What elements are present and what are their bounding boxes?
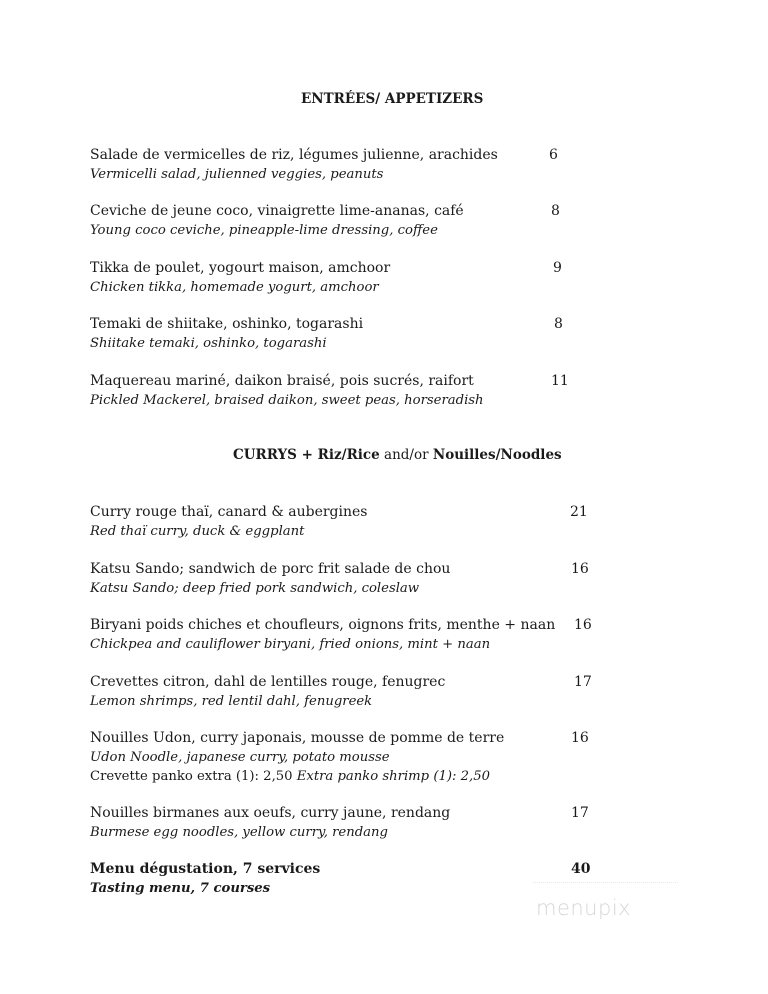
item-name-en: Shiitake temaki, oshinko, togarashi — [90, 336, 327, 351]
menu-item-burmese-noodles — [90, 804, 450, 842]
item-name-fr: Ceviche de jeune coco, vinaigrette lime-ananas, café — [90, 203, 464, 219]
menu-item-lemon-shrimps — [90, 673, 445, 711]
item-name-fr: Salade de vermicelles de riz, légumes julienne, arachides — [90, 147, 498, 163]
item-price: 40 — [571, 861, 591, 877]
menu-item-katsu-sando — [90, 560, 450, 598]
item-price: 8 — [554, 316, 563, 332]
item-name-fr: Menu dégustation, 7 services — [90, 861, 321, 877]
item-price: 16 — [571, 561, 589, 577]
item-name-fr: Crevettes citron, dahl de lentilles rouge, fenugrec — [90, 674, 446, 690]
section-title-currys — [233, 447, 562, 463]
menu-item-tasting-menu — [90, 860, 320, 898]
item-price: 8 — [551, 203, 560, 219]
item-name-fr: Tikka de poulet, yogourt maison, amchoor — [90, 260, 391, 276]
item-name-en: Chickpea and cauliflower biryani, fried onions, mint + naan — [90, 637, 491, 652]
item-name-en: Red thaï curry, duck & eggplant — [90, 524, 305, 539]
item-name-en: Tasting menu, 7 courses — [90, 881, 271, 896]
menu-item-red-thai-curry — [90, 503, 367, 541]
item-price: 21 — [570, 504, 588, 520]
item-name-en: Burmese egg noodles, yellow curry, rendang — [90, 825, 388, 840]
item-name-fr: Katsu Sando; sandwich de porc frit salade de chou — [90, 561, 451, 577]
item-name-en: Vermicelli salad, julienned veggies, peanuts — [90, 167, 384, 182]
extra-fr: Crevette panko extra (1): 2,50 — [90, 769, 297, 784]
item-name-fr: Maquereau mariné, daikon braisé, pois sucrés, raifort — [90, 373, 474, 389]
section-title-part-currys: CURRYS + Riz/Rice — [233, 447, 380, 463]
item-name-en: Chicken tikka, homemade yogurt, amchoor — [90, 280, 379, 295]
menu-item-pickled-mackerel — [90, 372, 484, 410]
item-price: 17 — [574, 674, 592, 690]
menu-item-coco-ceviche — [90, 202, 464, 240]
menu-item-shiitake-temaki — [90, 315, 363, 353]
item-name-en: Young coco ceviche, pineapple-lime dressing, coffee — [90, 223, 438, 238]
item-name-fr: Nouilles Udon, curry japonais, mousse de pomme de terre — [90, 730, 505, 746]
item-price: 11 — [551, 373, 569, 389]
section-title-part-noodles: Nouilles/Noodles — [432, 447, 562, 463]
item-price: 17 — [571, 805, 589, 821]
item-extra-option — [90, 767, 504, 786]
section-title-appetizers: ENTRÉES/ APPETIZERS — [301, 91, 484, 107]
section-title-part-andor: and/or — [379, 447, 433, 463]
item-name-en: Udon Noodle, japanese curry, potato mousse — [90, 750, 390, 765]
menu-item-vermicelli-salad — [90, 146, 498, 184]
watermark-logo: menupix — [536, 896, 632, 920]
menu-item-udon-noodles — [90, 729, 504, 786]
extra-en: Extra panko shrimp (1): 2,50 — [296, 769, 490, 784]
item-name-en: Katsu Sando; deep fried pork sandwich, coleslaw — [90, 581, 420, 596]
menu-item-chicken-tikka — [90, 259, 390, 297]
watermark-decoration — [533, 882, 678, 889]
menu-item-biryani — [90, 616, 555, 654]
item-name-fr: Curry rouge thaï, canard & aubergines — [90, 504, 368, 520]
item-price: 6 — [549, 147, 558, 163]
item-price: 9 — [553, 260, 562, 276]
item-name-fr: Nouilles birmanes aux oeufs, curry jaune, rendang — [90, 805, 451, 821]
item-price: 16 — [571, 730, 589, 746]
item-name-en: Lemon shrimps, red lentil dahl, fenugreek — [90, 694, 373, 709]
item-name-en: Pickled Mackerel, braised daikon, sweet peas, horseradish — [90, 393, 484, 408]
item-name-fr: Temaki de shiitake, oshinko, togarashi — [90, 316, 364, 332]
item-name-fr: Biryani poids chiches et choufleurs, oignons frits, menthe + naan — [90, 617, 556, 633]
item-price: 16 — [574, 617, 592, 633]
